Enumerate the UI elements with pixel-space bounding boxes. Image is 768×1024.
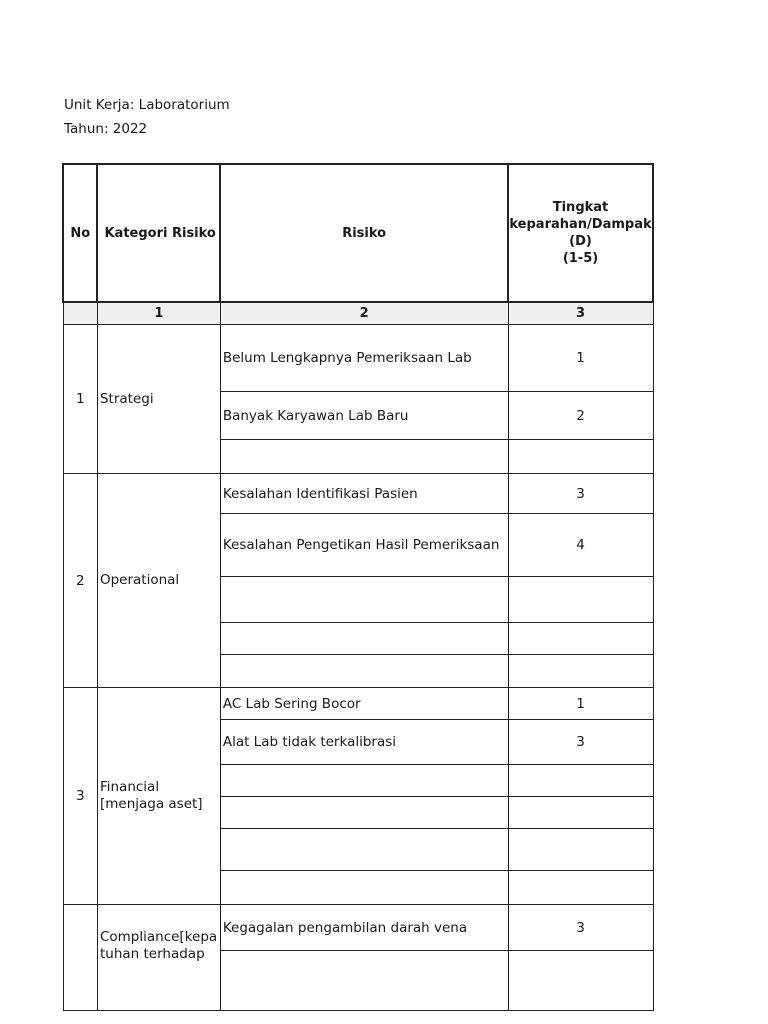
column-number: 3 (508, 302, 653, 325)
tingkat-cell: 3 (508, 474, 653, 514)
table-row (63, 325, 653, 392)
tahun-label: Tahun: 2022 (64, 121, 148, 137)
column-number (63, 302, 97, 325)
row-number: 1 (63, 325, 97, 474)
kategori-line: [menjaga aset] (99, 796, 203, 812)
tingkat-cell (508, 440, 653, 474)
risiko-cell: Alat Lab tidak terkalibrasi (220, 720, 508, 765)
kategori-cell (97, 905, 220, 1011)
tingkat-cell (508, 577, 653, 623)
risiko-cell (220, 951, 508, 1011)
table-row (63, 905, 653, 951)
table-row (63, 474, 653, 514)
tingkat-cell (508, 655, 653, 688)
risiko-cell (220, 765, 508, 797)
risiko-cell: Banyak Karyawan Lab Baru (220, 392, 508, 440)
tingkat-cell (508, 871, 653, 905)
kategori-line: Financial (99, 779, 160, 795)
tingkat-cell (508, 623, 653, 655)
risiko-cell (220, 577, 508, 623)
tingkat-cell (508, 797, 653, 829)
header-no: No (63, 164, 97, 302)
risiko-cell: AC Lab Sering Bocor (220, 688, 508, 720)
table-row (63, 688, 653, 720)
kategori-line: Compliance[kepa (99, 929, 218, 945)
tingkat-cell: 3 (508, 720, 653, 765)
tingkat-cell (508, 951, 653, 1011)
header-tingkat-line4: (1-5) (562, 251, 599, 266)
column-number: 1 (97, 302, 220, 325)
header-row (63, 164, 653, 302)
risiko-cell (220, 871, 508, 905)
tingkat-cell: 2 (508, 392, 653, 440)
column-number: 2 (220, 302, 508, 325)
kategori-cell: Strategi (97, 325, 220, 474)
risiko-cell (220, 655, 508, 688)
risiko-cell (220, 797, 508, 829)
kategori-line: tuhan terhadap (99, 946, 205, 962)
row-number (63, 905, 97, 1011)
header-tingkat-line3: (D) (569, 234, 592, 249)
risiko-cell (220, 623, 508, 655)
header-kategori-risiko: Kategori Risiko (97, 164, 220, 302)
header-tingkat-keparahan (508, 164, 653, 302)
risiko-cell: Kesalahan Pengetikan Hasil Pemeriksaan (220, 514, 508, 577)
header-tingkat-line1: Tingkat (552, 200, 609, 215)
row-number: 2 (63, 474, 97, 688)
risk-table (62, 163, 654, 1011)
kategori-cell: Operational (97, 474, 220, 688)
risiko-cell: Belum Lengkapnya Pemeriksaan Lab (220, 325, 508, 392)
tingkat-cell: 1 (508, 688, 653, 720)
tingkat-cell: 4 (508, 514, 653, 577)
tingkat-cell (508, 829, 653, 871)
tingkat-cell: 3 (508, 905, 653, 951)
tingkat-cell (508, 765, 653, 797)
unit-kerja-label: Unit Kerja: Laboratorium (64, 97, 230, 113)
risiko-cell (220, 440, 508, 474)
risiko-cell: Kesalahan Identifikasi Pasien (220, 474, 508, 514)
risiko-cell (220, 829, 508, 871)
header-risiko: Risiko (220, 164, 508, 302)
risk-table-viewport (62, 163, 654, 962)
kategori-cell (97, 688, 220, 905)
column-number-row (63, 302, 653, 325)
header-tingkat-line2: keparahan/Dampak (509, 217, 652, 232)
tingkat-cell: 1 (508, 325, 653, 392)
row-number: 3 (63, 688, 97, 905)
risiko-cell: Kegagalan pengambilan darah vena (220, 905, 508, 951)
